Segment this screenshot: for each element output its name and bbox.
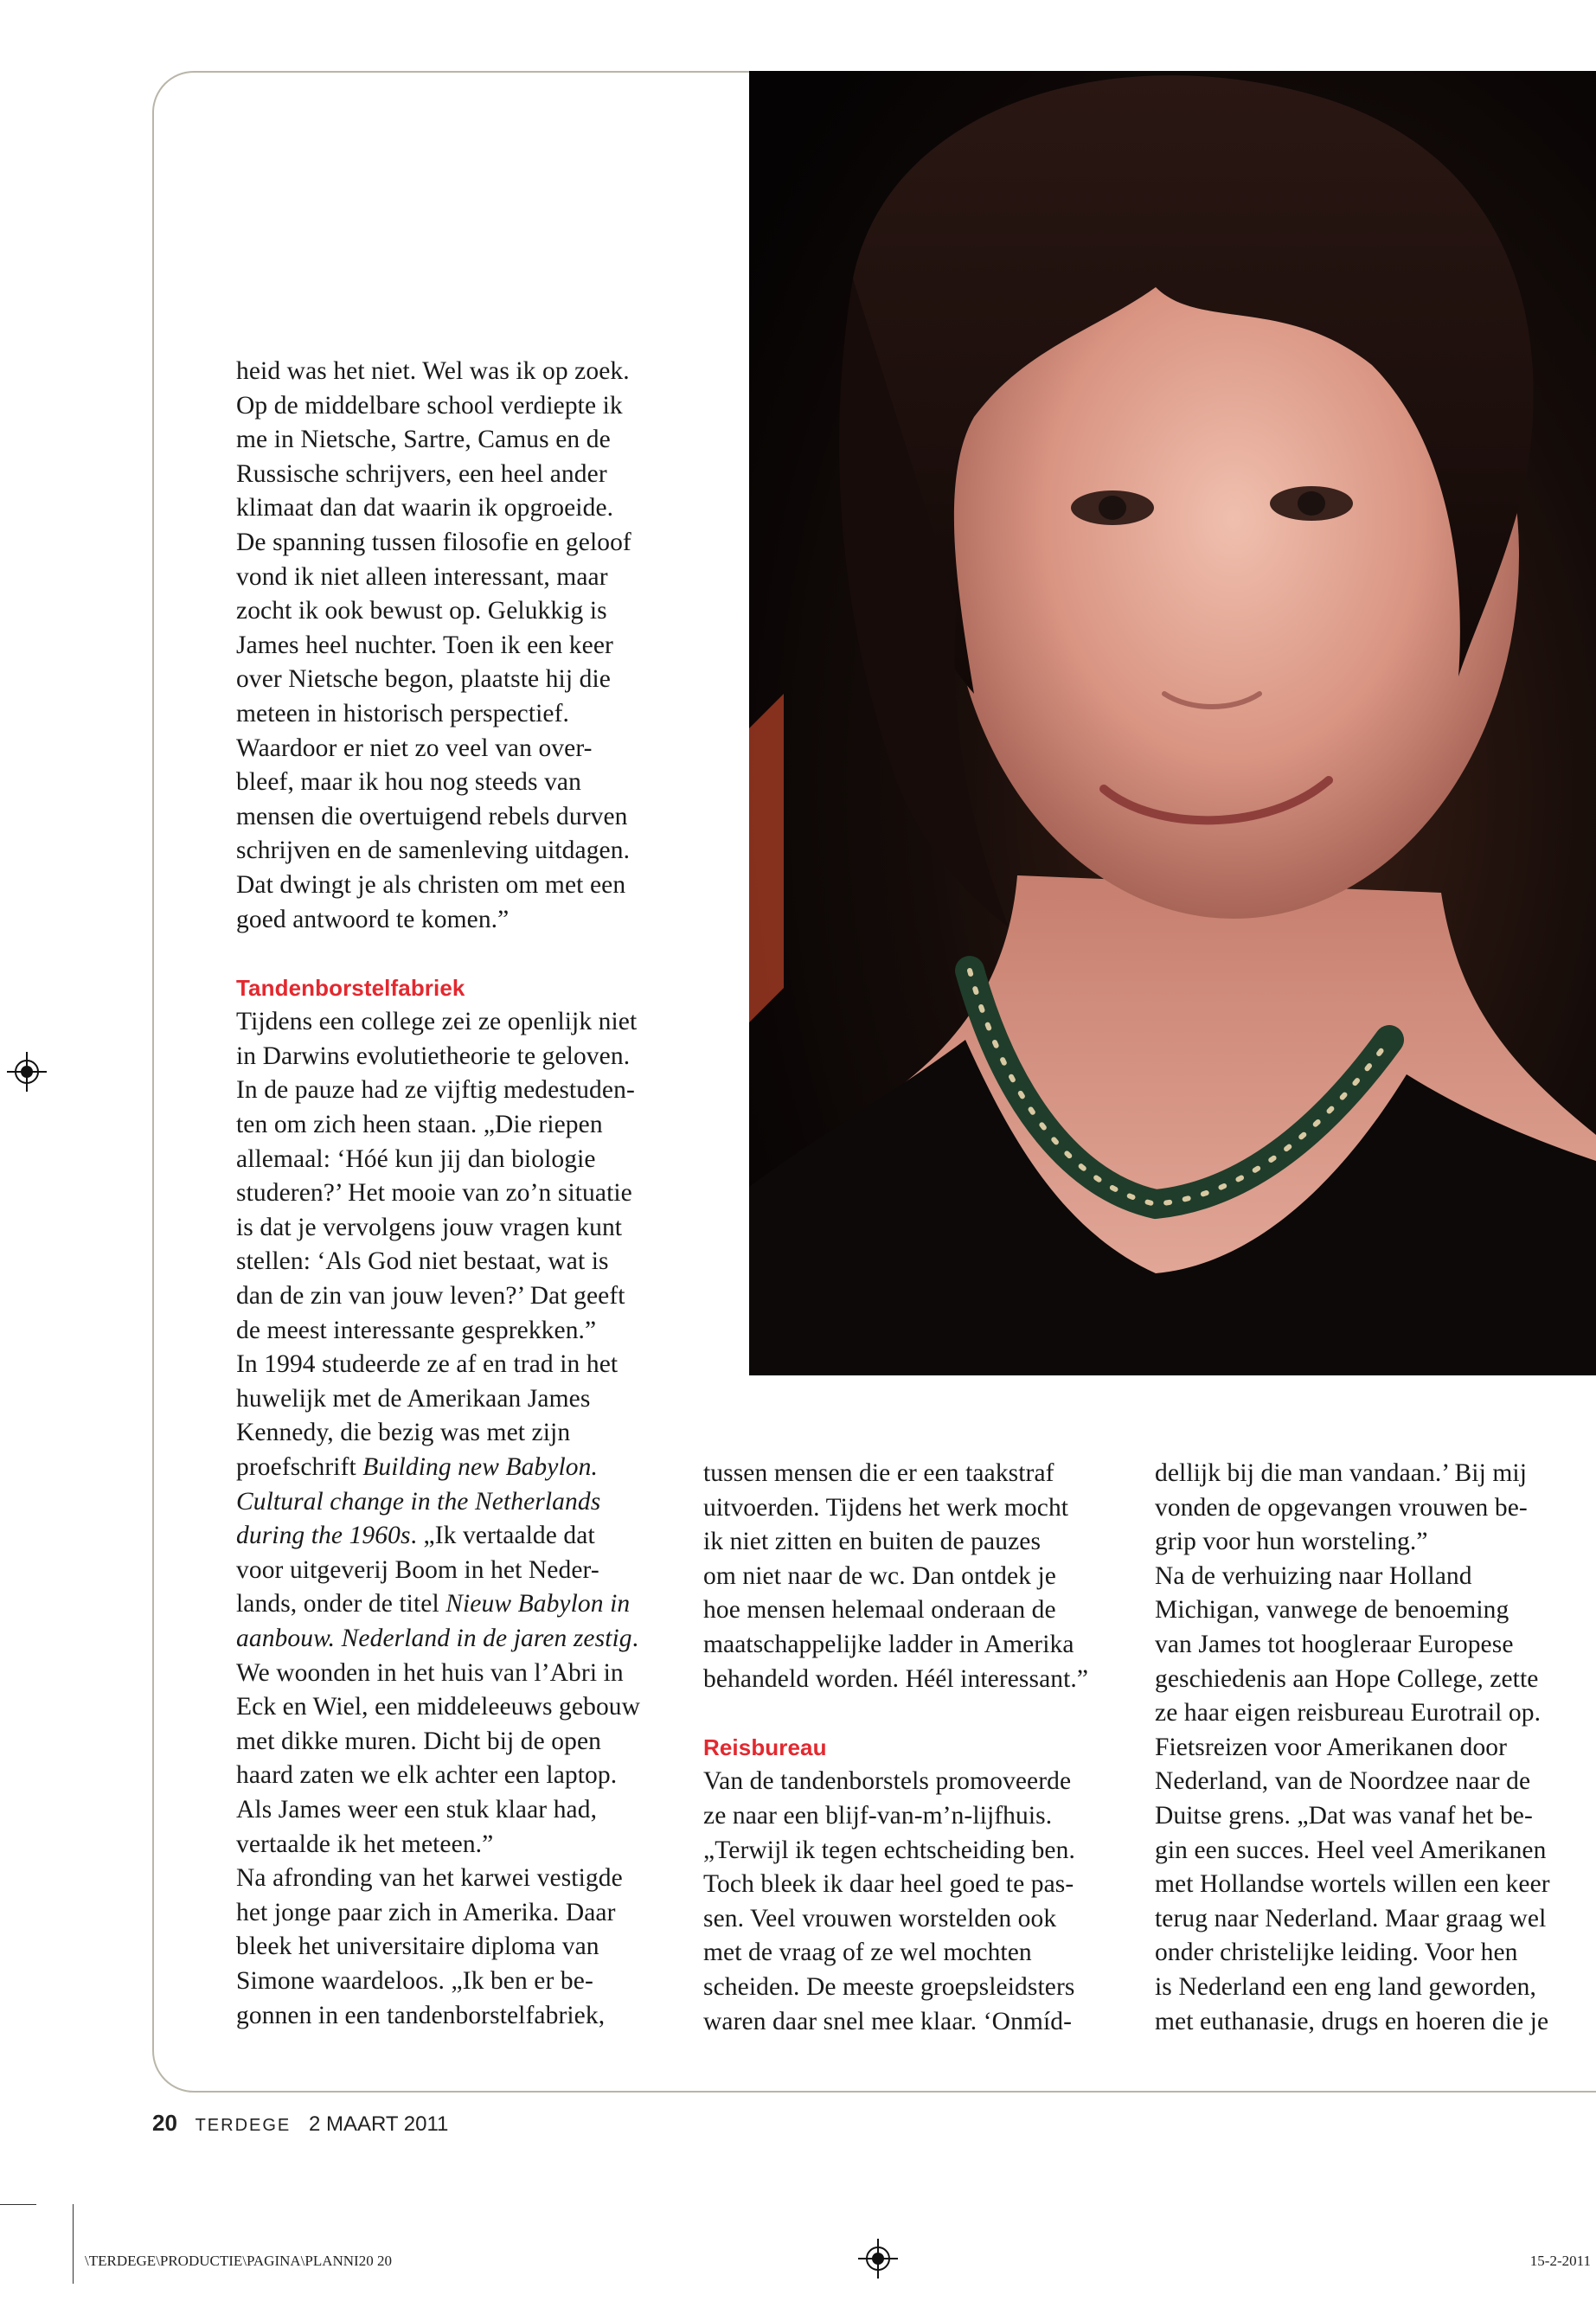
book-title: Cultural change in the Netherlands (236, 1487, 601, 1516)
text-line: van James tot hoogleraar Europese (1155, 1630, 1514, 1658)
text-line: gin een succes. Heel veel Amerikanen (1155, 1836, 1547, 1864)
text-line: Als James weer een stuk klaar had, (236, 1795, 598, 1823)
portrait-photo (749, 71, 1596, 1375)
text-line: geschiedenis aan Hope College, zette (1155, 1664, 1539, 1693)
magazine-name: TERDEGE (195, 2116, 292, 2135)
text-line: sen. Veel vrouwen worstelden ook (703, 1904, 1057, 1932)
production-date: 15-2-2011 (1529, 2253, 1591, 2269)
issue-date: 2 MAART 2011 (308, 2112, 449, 2136)
text-line (236, 1451, 686, 1485)
registration-mark-icon (5, 1050, 48, 1093)
text-line: grip voor hun worsteling.” (1155, 1528, 1428, 1556)
text-line: vonden de opgevangen vrouwen be- (1155, 1493, 1528, 1522)
text-line: goed antwoord te komen.” (236, 905, 510, 933)
text-line: Na afronding van het karwei vestigde (236, 1864, 623, 1893)
text-line: Dat dwingt je als christen om met een (236, 870, 626, 899)
text-run: . (631, 1624, 639, 1652)
text-line: Van de tandenborstels promoveerde (703, 1767, 1072, 1796)
text-line: terug naar Nederland. Maar graag wel (1155, 1904, 1547, 1932)
text-line: tussen mensen die er een taakstraf (703, 1459, 1054, 1487)
text-line: Op de middelbare school verdiepte ik (236, 391, 623, 420)
portrait-illustration (749, 71, 1596, 1375)
text-line: Na de verhuizing naar Holland (1155, 1561, 1472, 1590)
text-line: klimaat dan dat waarin ik opgroeide. (236, 494, 614, 522)
text-line: De spanning tussen filosofie en geloof (236, 528, 631, 556)
text-run: . „Ik vertaalde dat (410, 1522, 595, 1550)
text-line: schrijven en de samenleving uitdagen. (236, 836, 631, 865)
text-line (236, 1519, 686, 1554)
text-line: ze naar een blijf-van-m’n-lijfhuis. (703, 1801, 1053, 1830)
section-heading-tandenborstelfabriek: Tandenborstelfabriek (236, 974, 465, 1001)
text-line: studeren?’ Het mooie van zo’n situatie (236, 1179, 632, 1208)
production-slug: \TERDEGE\PRODUCTIE\PAGINA\PLANNI20 20 (85, 2253, 392, 2269)
registration-mark-icon (856, 2237, 900, 2280)
text-line: We woonden in het huis van l’Abri in (236, 1658, 624, 1687)
text-line: met euthanasie, drugs en hoeren die je (1155, 2007, 1549, 2035)
text-line: dan de zin van jouw leven?’ Dat geeft (236, 1282, 625, 1311)
text-line: bleek het universitaire diploma van (236, 1932, 599, 1961)
text-line: is Nederland een eng land geworden, (1155, 1972, 1536, 2001)
text-line: gonnen in een tandenborstelfabriek, (236, 2001, 606, 2029)
text-line: Waardoor er niet zo veel van over- (236, 734, 593, 762)
book-title: aanbouw. Nederland in de jaren zestig (236, 1624, 632, 1652)
text-line: me in Nietsche, Sartre, Camus en de (236, 426, 611, 454)
text-line: „Terwijl ik tegen echtscheiding ben. (703, 1836, 1075, 1864)
text-line: vertaalde ik het meteen.” (236, 1830, 494, 1858)
text-line: James heel nuchter. Toen ik een keer (236, 631, 613, 659)
book-title: Building new Babylon. (362, 1453, 598, 1481)
text-line: maatschappelijke ladder in Amerika (703, 1630, 1074, 1658)
text-line: met dikke muren. Dicht bij de open (236, 1727, 602, 1755)
article-column-1 (236, 355, 686, 2033)
text-line: Duitse grens. „Dat was vanaf het be- (1155, 1801, 1533, 1830)
text-line: ten om zich heen staan. „Die riepen (236, 1111, 603, 1139)
text-line: allemaal: ‘Hóé kun jij dan biologie (236, 1144, 596, 1173)
text-line: mensen die overtuigend rebels durven (236, 802, 628, 830)
text-line: onder christelijke leiding. Voor hen (1155, 1939, 1518, 1967)
text-line: Eck en Wiel, een middeleeuws gebouw (236, 1693, 641, 1721)
text-line: waren daar snel mee klaar. ‘Onmíd- (703, 2007, 1073, 2035)
text-line: In 1994 studeerde ze af en trad in het (236, 1350, 619, 1379)
text-line: Toch bleek ik daar heel goed te pas- (703, 1870, 1074, 1899)
text-line: Nederland, van de Noordzee naar de (1155, 1767, 1531, 1796)
text-line: zocht ik ook bewust op. Gelukkig is (236, 597, 607, 625)
text-line: huwelijk met de Amerikaan James (236, 1384, 591, 1413)
text-line: de meest interessante gesprekken.” (236, 1316, 597, 1344)
crop-mark (73, 2204, 74, 2284)
text-line: meteen in historisch perspectief. (236, 699, 570, 727)
text-line (236, 1587, 686, 1622)
text-line: heid was het niet. Wel was ik op zoek. (236, 357, 630, 385)
article-column-3 (1155, 1457, 1587, 2039)
text-line: voor uitgeverij Boom in het Neder- (236, 1555, 599, 1584)
text-line: over Nietsche begon, plaatste hij die (236, 665, 611, 694)
article-column-2 (703, 1457, 1153, 2039)
text-line: Tijdens een college zei ze openlijk niet (236, 1008, 638, 1036)
text-line: Michigan, vanwege de benoeming (1155, 1596, 1509, 1625)
text-line: behandeld worden. Héél interessant.” (703, 1664, 1089, 1693)
page-number: 20 (152, 2110, 177, 2136)
text-line: ze haar eigen reisbureau Eurotrail op. (1155, 1699, 1542, 1727)
text-line: Fietsreizen voor Amerikanen door (1155, 1733, 1508, 1761)
text-line: is dat je vervolgens jouw vragen kunt (236, 1213, 623, 1241)
text-line: het jonge paar zich in Amerika. Daar (236, 1898, 616, 1926)
text-line (236, 1622, 686, 1657)
book-title: Nieuw Babylon in (445, 1590, 631, 1618)
text-run: lands, onder de titel (236, 1590, 446, 1618)
text-line: ik niet zitten en buiten de pauzes (703, 1528, 1042, 1556)
text-line: om niet naar de wc. Dan ontdek je (703, 1561, 1056, 1590)
text-line: bleef, maar ik hou nog steeds van (236, 768, 581, 797)
text-line: hoe mensen helemaal onderaan de (703, 1596, 1056, 1625)
text-line: Kennedy, die bezig was met zijn (236, 1419, 571, 1447)
text-line: haard zaten we elk achter een laptop. (236, 1761, 618, 1790)
text-line (236, 1485, 686, 1520)
page-folio (152, 2110, 448, 2137)
text-line: in Darwins evolutietheorie te geloven. (236, 1042, 631, 1070)
text-line: vond ik niet alleen interessant, maar (236, 562, 608, 591)
crop-mark (0, 2204, 36, 2205)
text-line: dellijk bij die man vandaan.’ Bij mij (1155, 1459, 1527, 1487)
text-line: Russische schrijvers, een heel ander (236, 459, 607, 488)
text-run: proefschrift (236, 1453, 363, 1481)
text-line: In de pauze had ze vijftig medestuden- (236, 1076, 635, 1105)
text-line: uitvoerden. Tijdens het werk mocht (703, 1493, 1069, 1522)
text-line: stellen: ‘Als God niet bestaat, wat is (236, 1247, 609, 1276)
text-line: scheiden. De meeste groepsleidsters (703, 1972, 1075, 2001)
text-line: met Hollandse wortels willen een keer (1155, 1870, 1550, 1899)
text-line: met de vraag of ze wel mochten (703, 1939, 1032, 1967)
book-title: during the 1960s (236, 1522, 411, 1550)
text-line: Simone waardeloos. „Ik ben er be- (236, 1966, 593, 1995)
section-heading-reisbureau: Reisbureau (703, 1734, 827, 1760)
